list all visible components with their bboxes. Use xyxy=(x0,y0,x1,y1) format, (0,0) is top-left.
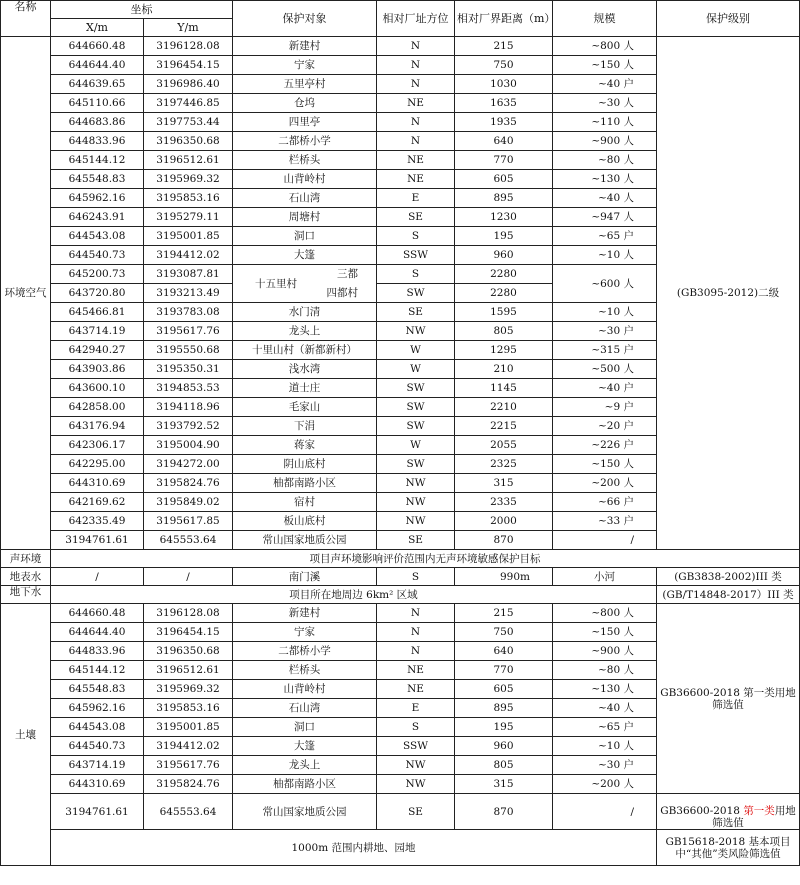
cell-distance: 605 xyxy=(455,680,553,699)
cell-direction: N xyxy=(377,56,455,75)
cell-target: 山背岭村 xyxy=(233,170,377,189)
cell-distance: 605 xyxy=(455,170,553,189)
cell-y: 3195550.68 xyxy=(144,341,233,360)
cell-direction: NW xyxy=(377,493,455,512)
cell-y: 3194272.00 xyxy=(144,455,233,474)
cell-x: / xyxy=(51,568,144,586)
cell-x: 644644.40 xyxy=(51,56,144,75)
cell-target: 大篷 xyxy=(233,246,377,265)
cell-target: 新建村 xyxy=(233,604,377,623)
cell-direction: NW xyxy=(377,775,455,794)
cell-target: 常山国家地质公园 xyxy=(233,531,377,550)
cell-target: 宿村 xyxy=(233,493,377,512)
cell-direction: N xyxy=(377,132,455,151)
cell-scale: ~110 人 xyxy=(553,113,657,132)
cell-scale: ~40 户 xyxy=(553,379,657,398)
cell-x: 643714.19 xyxy=(51,756,144,775)
cell-y: 3196128.08 xyxy=(144,37,233,56)
cell-direction: W xyxy=(377,341,455,360)
cell-scale: ~800 人 xyxy=(553,604,657,623)
header-direction: 相对厂址方位 xyxy=(377,1,455,37)
cell-y: 3193213.49 xyxy=(144,284,233,303)
header-y: Y/m xyxy=(144,19,233,37)
cell-direction: N xyxy=(377,113,455,132)
cell-y: 3195824.76 xyxy=(144,775,233,794)
cell-target: 洞口 xyxy=(233,227,377,246)
cell-scale: ~800 人 xyxy=(553,37,657,56)
cell-scale: ~10 人 xyxy=(553,737,657,756)
cell-scale: ~150 人 xyxy=(553,623,657,642)
cell-scale: / xyxy=(553,794,657,830)
cell-distance: 750 xyxy=(455,56,553,75)
category-surface-water: 地表水 xyxy=(1,568,51,586)
cell-direction: NE xyxy=(377,151,455,170)
level-soil-2-prefix: GB36600-2018 xyxy=(660,805,744,817)
cell-scale: ~947 人 xyxy=(553,208,657,227)
cell-scale: ~30 户 xyxy=(553,322,657,341)
table-row xyxy=(1,586,800,604)
cell-y: 3196512.61 xyxy=(144,151,233,170)
cell-scale: ~33 户 xyxy=(553,512,657,531)
cell-y: 3195853.16 xyxy=(144,699,233,718)
cell-scale: ~9 户 xyxy=(553,398,657,417)
cell-direction: E xyxy=(377,189,455,208)
cell-x: 643176.94 xyxy=(51,417,144,436)
cell-target: 新建村 xyxy=(233,37,377,56)
cell-x: 642295.00 xyxy=(51,455,144,474)
cell-target: 仓坞 xyxy=(233,94,377,113)
cell-scale: ~40 户 xyxy=(553,75,657,94)
cell-scale: ~65 户 xyxy=(553,227,657,246)
cell-target: 宁家 xyxy=(233,623,377,642)
cell-y: 3195853.16 xyxy=(144,189,233,208)
sub-village: 四都村 xyxy=(326,286,358,299)
cell-distance: 1935 xyxy=(455,113,553,132)
cell-distance: 1230 xyxy=(455,208,553,227)
cell-y: 3195004.90 xyxy=(144,436,233,455)
cell-distance: 2280 xyxy=(455,265,553,284)
cell-distance: 895 xyxy=(455,699,553,718)
cell-x: 644540.73 xyxy=(51,246,144,265)
table-row xyxy=(1,568,800,586)
cell-y: 3196454.15 xyxy=(144,623,233,642)
cell-distance: 1145 xyxy=(455,379,553,398)
cell-x: 645200.73 xyxy=(51,265,144,284)
cell-scale: ~600 人 xyxy=(553,265,657,303)
cell-scale: ~20 户 xyxy=(553,417,657,436)
cell-direction: W xyxy=(377,436,455,455)
cell-scale: ~30 户 xyxy=(553,756,657,775)
cell-scale: ~66 户 xyxy=(553,493,657,512)
cell-scale: ~150 人 xyxy=(553,455,657,474)
cell-y: 3195001.85 xyxy=(144,718,233,737)
cell-distance: 215 xyxy=(455,604,553,623)
cell-scale: ~900 人 xyxy=(553,132,657,151)
cell-direction: S xyxy=(377,718,455,737)
cell-direction: SSW xyxy=(377,246,455,265)
cell-x: 642306.17 xyxy=(51,436,144,455)
cell-target: 柚都南路小区 xyxy=(233,775,377,794)
farmland-note: 1000m 范围内耕地、园地 xyxy=(51,830,657,866)
level-soil-2-highlight: 第一类 xyxy=(743,805,775,817)
cell-direction: W xyxy=(377,360,455,379)
cell-x: 644644.40 xyxy=(51,623,144,642)
table-row xyxy=(1,830,800,866)
cell-scale: ~900 人 xyxy=(553,642,657,661)
cell-scale: ~200 人 xyxy=(553,474,657,493)
cell-target: 石山湾 xyxy=(233,699,377,718)
cell-scale: ~130 人 xyxy=(553,680,657,699)
cell-x: 645144.12 xyxy=(51,151,144,170)
cell-y: 3195969.32 xyxy=(144,680,233,699)
cell-direction: NW xyxy=(377,756,455,775)
cell-target: 浅水湾 xyxy=(233,360,377,379)
cell-y: 3194412.02 xyxy=(144,246,233,265)
cell-x: 644833.96 xyxy=(51,132,144,151)
cell-scale: ~150 人 xyxy=(553,56,657,75)
cell-y: 3196986.40 xyxy=(144,75,233,94)
cell-direction: SW xyxy=(377,398,455,417)
sub-village: 三都 xyxy=(337,268,358,281)
cell-x: 645962.16 xyxy=(51,699,144,718)
cell-y: 3195969.32 xyxy=(144,170,233,189)
cell-scale: ~10 人 xyxy=(553,246,657,265)
cell-scale: ~10 人 xyxy=(553,303,657,322)
cell-distance: 2280 xyxy=(455,284,553,303)
cell-distance: 1030 xyxy=(455,75,553,94)
cell-distance: 1595 xyxy=(455,303,553,322)
cell-target: 十里山村（新都新村） xyxy=(233,341,377,360)
noise-note: 项目声环境影响评价范围内无声环境敏感保护目标 xyxy=(51,550,800,568)
level-soil-3: GB15618-2018 基本项目中“其他”类风险筛选值 xyxy=(657,830,800,866)
cell-direction: NE xyxy=(377,680,455,699)
cell-direction: NW xyxy=(377,512,455,531)
cell-scale: ~315 户 xyxy=(553,341,657,360)
cell-direction: NE xyxy=(377,94,455,113)
cell-scale: ~226 户 xyxy=(553,436,657,455)
cell-distance: 960 xyxy=(455,246,553,265)
cell-y: 645553.64 xyxy=(144,531,233,550)
cell-x: 645548.83 xyxy=(51,680,144,699)
header-scale: 规模 xyxy=(553,1,657,37)
cell-distance: 750 xyxy=(455,623,553,642)
table-row xyxy=(1,604,800,623)
cell-distance: 870 xyxy=(455,794,553,830)
cell-y: 3196128.08 xyxy=(144,604,233,623)
cell-x: 644660.48 xyxy=(51,604,144,623)
cell-y: 3195001.85 xyxy=(144,227,233,246)
cell-x: 642169.62 xyxy=(51,493,144,512)
cell-target: 毛家山 xyxy=(233,398,377,417)
cell-direction: S xyxy=(377,568,455,586)
cell-target: 石山湾 xyxy=(233,189,377,208)
cell-x: 643714.19 xyxy=(51,322,144,341)
cell-scale: ~80 人 xyxy=(553,661,657,680)
cell-target: 二都桥小学 xyxy=(233,642,377,661)
cell-x: 645466.81 xyxy=(51,303,144,322)
cell-distance: 1295 xyxy=(455,341,553,360)
cell-target: 阴山底村 xyxy=(233,455,377,474)
level-groundwater: (GB/T14848-2017）III 类 xyxy=(657,586,800,604)
cell-distance: 210 xyxy=(455,360,553,379)
cell-x: 644683.86 xyxy=(51,113,144,132)
cell-distance: 990m xyxy=(455,568,553,586)
cell-scale: / xyxy=(553,531,657,550)
cell-y: 3194853.53 xyxy=(144,379,233,398)
header-distance: 相对厂界距离（m） xyxy=(455,1,553,37)
cell-target: 洞口 xyxy=(233,718,377,737)
header-name: 名称 xyxy=(1,1,51,37)
category-groundwater: 地下水 xyxy=(1,586,51,604)
cell-target: 栏桥头 xyxy=(233,661,377,680)
cell-y: 3196512.61 xyxy=(144,661,233,680)
cell-direction: N xyxy=(377,623,455,642)
cell-y: 3196350.68 xyxy=(144,132,233,151)
cell-x: 644540.73 xyxy=(51,737,144,756)
cell-x: 646243.91 xyxy=(51,208,144,227)
cell-x: 644833.96 xyxy=(51,642,144,661)
cell-distance: 315 xyxy=(455,474,553,493)
cell-scale: ~80 人 xyxy=(553,151,657,170)
cell-x: 645110.66 xyxy=(51,94,144,113)
cell-distance: 2335 xyxy=(455,493,553,512)
cell-distance: 215 xyxy=(455,37,553,56)
cell-y: 645553.64 xyxy=(144,794,233,830)
cell-y: 3196454.15 xyxy=(144,56,233,75)
cell-direction: SW xyxy=(377,284,455,303)
cell-x: 642858.00 xyxy=(51,398,144,417)
cell-scale: ~200 人 xyxy=(553,775,657,794)
cell-target: 龙头上 xyxy=(233,756,377,775)
cell-x: 642940.27 xyxy=(51,341,144,360)
cell-target: 龙头上 xyxy=(233,322,377,341)
cell-distance: 315 xyxy=(455,775,553,794)
cell-direction: NE xyxy=(377,170,455,189)
cell-target: 水门清 xyxy=(233,303,377,322)
header-target: 保护对象 xyxy=(233,1,377,37)
cell-x: 644543.08 xyxy=(51,227,144,246)
cell-distance: 640 xyxy=(455,132,553,151)
cell-y: 3195617.76 xyxy=(144,322,233,341)
cell-target: 宁家 xyxy=(233,56,377,75)
cell-y: 3197753.44 xyxy=(144,113,233,132)
cell-target: 大篷 xyxy=(233,737,377,756)
table-row xyxy=(1,550,800,568)
cell-distance: 2210 xyxy=(455,398,553,417)
cell-distance: 640 xyxy=(455,642,553,661)
cell-x: 3194761.61 xyxy=(51,531,144,550)
cell-scale: ~40 人 xyxy=(553,189,657,208)
cell-y: 3195617.85 xyxy=(144,512,233,531)
cell-direction: SE xyxy=(377,794,455,830)
cell-x: 645962.16 xyxy=(51,189,144,208)
cell-target xyxy=(233,265,377,291)
cell-target: 南门溪 xyxy=(233,568,377,586)
cell-y: 3193783.08 xyxy=(144,303,233,322)
level-soil-2-suffix: 用地筛选值 xyxy=(712,805,796,829)
cell-distance: 770 xyxy=(455,151,553,170)
village-label-shiwu: 十五里村 xyxy=(255,278,297,291)
cell-y: 3193792.52 xyxy=(144,417,233,436)
cell-distance: 1635 xyxy=(455,94,553,113)
cell-direction: S xyxy=(377,265,455,284)
cell-direction: SE xyxy=(377,531,455,550)
cell-distance: 960 xyxy=(455,737,553,756)
cell-x: 645548.83 xyxy=(51,170,144,189)
cell-target: 二都桥小学 xyxy=(233,132,377,151)
cell-distance: 805 xyxy=(455,322,553,341)
cell-y: 3195849.02 xyxy=(144,493,233,512)
header-level: 保护级别 xyxy=(657,1,800,37)
cell-x: 643720.80 xyxy=(51,284,144,303)
cell-x: 644310.69 xyxy=(51,775,144,794)
cell-y: 3196350.68 xyxy=(144,642,233,661)
cell-y: 3195350.31 xyxy=(144,360,233,379)
cell-y: 3197446.85 xyxy=(144,94,233,113)
cell-distance: 195 xyxy=(455,227,553,246)
cell-scale: ~500 人 xyxy=(553,360,657,379)
cell-target: 常山国家地质公园 xyxy=(233,794,377,830)
cell-target: 蒋家 xyxy=(233,436,377,455)
cell-scale: ~130 人 xyxy=(553,170,657,189)
cell-distance: 770 xyxy=(455,661,553,680)
cell-y: 3193087.81 xyxy=(144,265,233,284)
cell-distance: 2055 xyxy=(455,436,553,455)
cell-direction: NE xyxy=(377,661,455,680)
level-surface-water: (GB3838-2002)III 类 xyxy=(657,568,800,586)
cell-target: 栏桥头 xyxy=(233,151,377,170)
cell-scale: ~30 人 xyxy=(553,94,657,113)
cell-target: 柚都南路小区 xyxy=(233,474,377,493)
cell-distance: 2000 xyxy=(455,512,553,531)
cell-x: 3194761.61 xyxy=(51,794,144,830)
cell-y: / xyxy=(144,568,233,586)
cell-direction: N xyxy=(377,642,455,661)
cell-direction: N xyxy=(377,75,455,94)
cell-x: 644639.65 xyxy=(51,75,144,94)
cell-direction: SSW xyxy=(377,737,455,756)
cell-x: 643903.86 xyxy=(51,360,144,379)
cell-x: 644310.69 xyxy=(51,474,144,493)
cell-x: 642335.49 xyxy=(51,512,144,531)
cell-distance: 2325 xyxy=(455,455,553,474)
header-coord: 坐标 xyxy=(51,1,233,19)
cell-direction: S xyxy=(377,227,455,246)
cell-target: 板山底村 xyxy=(233,512,377,531)
category-air: 环境空气 xyxy=(1,37,51,550)
cell-direction: E xyxy=(377,699,455,718)
groundwater-note: 项目所在地周边 6km² 区域 xyxy=(51,586,657,604)
cell-distance: 870 xyxy=(455,531,553,550)
level-soil-1: GB36600-2018 第一类用地筛选值 xyxy=(657,604,800,794)
cell-target: 周塘村 xyxy=(233,208,377,227)
cell-y: 3195617.76 xyxy=(144,756,233,775)
cell-direction: N xyxy=(377,604,455,623)
cell-target: 四里亭 xyxy=(233,113,377,132)
cell-direction: SE xyxy=(377,303,455,322)
cell-x: 644660.48 xyxy=(51,37,144,56)
cell-direction: SE xyxy=(377,208,455,227)
cell-target: 山背岭村 xyxy=(233,680,377,699)
header-x: X/m xyxy=(51,19,144,37)
level-soil-2 xyxy=(657,794,800,830)
cell-y: 3194118.96 xyxy=(144,398,233,417)
cell-y: 3195824.76 xyxy=(144,474,233,493)
cell-scale: ~40 人 xyxy=(553,699,657,718)
table-row xyxy=(1,37,800,56)
cell-direction: SW xyxy=(377,379,455,398)
cell-direction: NW xyxy=(377,322,455,341)
category-soil: 土壤 xyxy=(1,604,51,866)
cell-x: 645144.12 xyxy=(51,661,144,680)
category-noise: 声环境 xyxy=(1,550,51,568)
level-air: (GB3095-2012)二级 xyxy=(657,37,800,550)
cell-x: 644543.08 xyxy=(51,718,144,737)
cell-scale: ~65 户 xyxy=(553,718,657,737)
cell-direction: SW xyxy=(377,455,455,474)
cell-y: 3194412.02 xyxy=(144,737,233,756)
cell-y: 3195279.11 xyxy=(144,208,233,227)
cell-distance: 2215 xyxy=(455,417,553,436)
cell-distance: 805 xyxy=(455,756,553,775)
cell-target: 下涓 xyxy=(233,417,377,436)
cell-direction: NW xyxy=(377,474,455,493)
cell-scale: 小河 xyxy=(553,568,657,586)
cell-distance: 195 xyxy=(455,718,553,737)
cell-direction: N xyxy=(377,37,455,56)
table-row xyxy=(1,794,800,830)
cell-target: 五里亭村 xyxy=(233,75,377,94)
cell-target: 道士庄 xyxy=(233,379,377,398)
cell-distance: 895 xyxy=(455,189,553,208)
cell-x: 643600.10 xyxy=(51,379,144,398)
cell-direction: SW xyxy=(377,417,455,436)
